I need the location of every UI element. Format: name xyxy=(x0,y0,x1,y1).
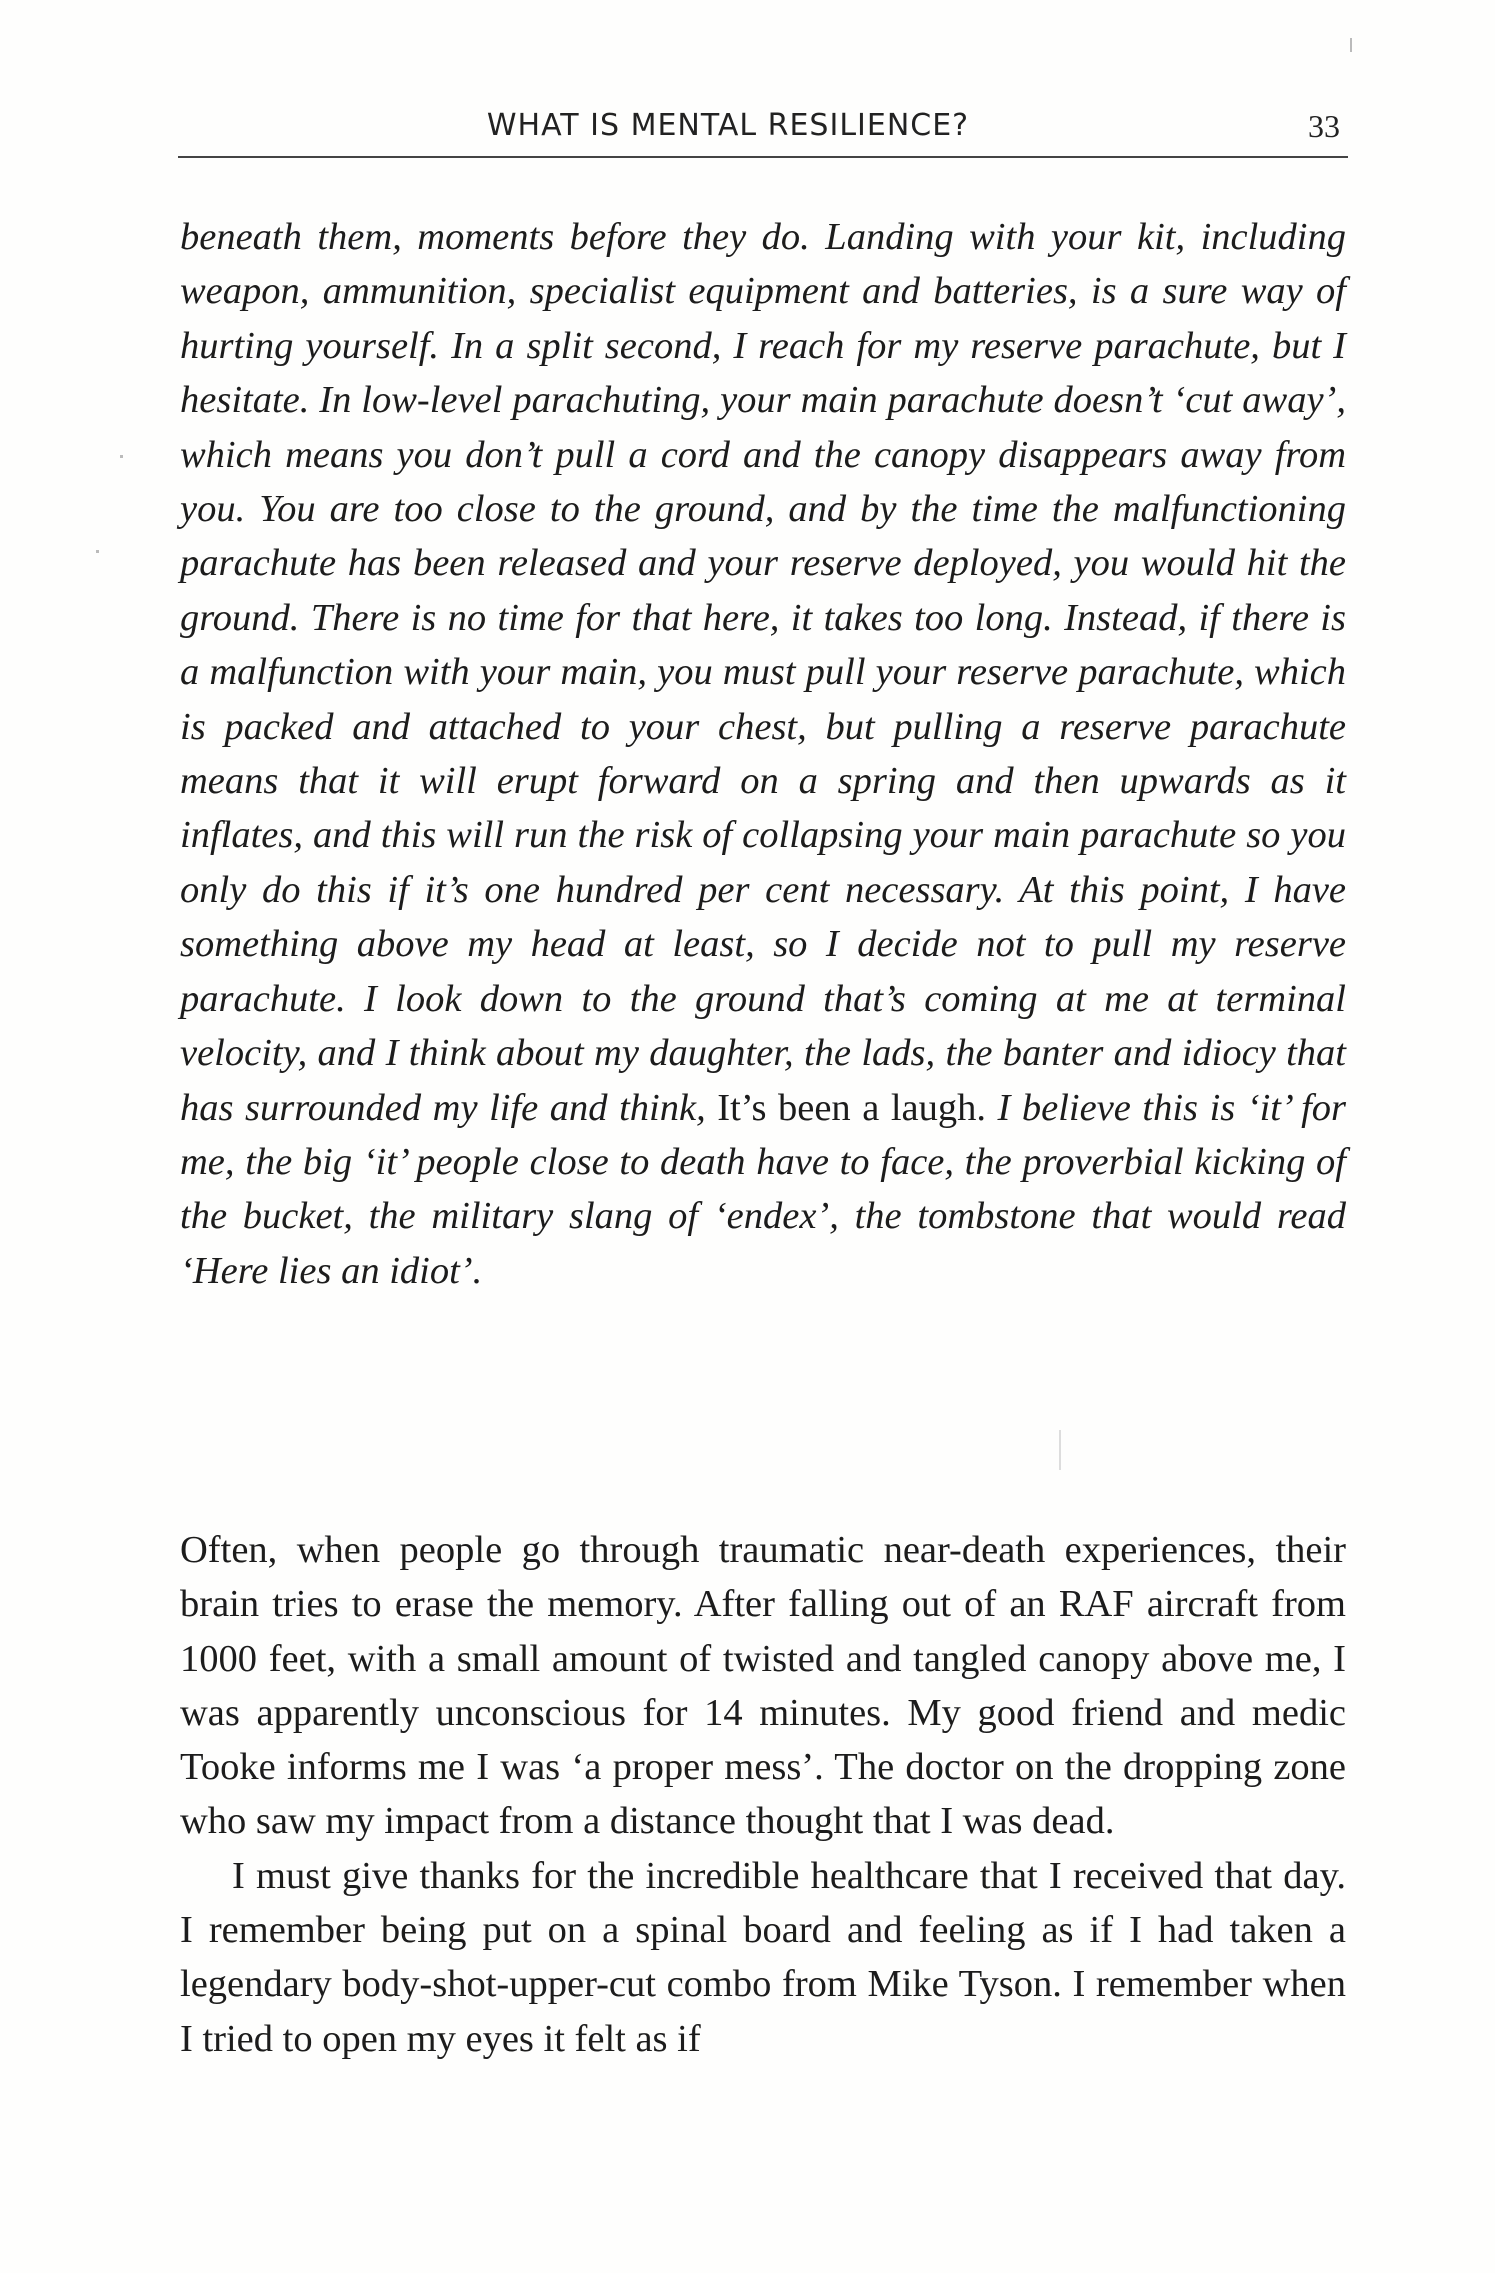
paragraph-2: I must give thanks for the incredible healthcare that I received that day. I remember being put on a spinal board and feeling as if I had taken a legendary body-shot-upper-cut combo from Mike Tyson. I remember when I tried to open my eyes it felt as if xyxy=(180,1854,1346,2060)
running-header xyxy=(178,104,1348,158)
running-title: WHAT IS MENTAL RESILIENCE? xyxy=(486,108,970,143)
italic-passage xyxy=(180,210,1346,1298)
italic-passage-part2: I believe this is ‘it’ for me, the big ‘it’ people close to death have to face, the proverbial kicking of the bucket, the military slang of ‘endex’, the tombstone that would read ‘Here lies an idiot’. xyxy=(180,1086,1347,1292)
scan-speck xyxy=(120,455,123,458)
paragraph-1: Often, when people go through traumatic near-death experiences, their brain tries to erase the memory. After falling out of an RAF aircraft from 1000 feet, with a small amount of twisted and tangled canopy above me, I was apparently unconscious for 14 minutes. My good friend and medic Tooke informs me I was ‘a proper mess’. The doctor on the dropping zone who saw my impact from a distance thought that I was dead. xyxy=(180,1529,1346,1843)
italic-passage-part1: beneath them, moments before they do. Landing with your kit, including weapon, ammunition, specialist equipment and batteries, is a sure way of hurting yourself. In a split second, I reach for my reserve parachute, but I hesitate. In low-level parachuting, your main parachute doesn’t ‘cut away’, which means you don’t pull a cord and the canopy disappears away from you. You are too close to the ground, and by the time the malfunctioning parachute has been released and your reserve deployed, you would hit the ground. There is no time for that here, it takes too long. Instead, if there is a malfunction with your main, you must pull your reserve parachute, which is packed and attached to your chest, but pulling a reserve parachute means that it will erupt forward on a spring and then upwards as it inflates, and this will run the risk of collapsing your main parachute so you only do this if it’s one hundred per cent necessary. At this point, I have something above my head at least, so I decide not to pull my reserve parachute. I look down to the ground that’s coming at me at terminal velocity, and I think about my daughter, the lads, the banter and idiocy that has surrounded my life and think, xyxy=(180,216,1346,1129)
scan-speck xyxy=(1059,1430,1061,1470)
page-number: 33 xyxy=(1308,108,1340,144)
scan-speck xyxy=(1350,38,1352,52)
italic-passage-upright-phrase: It’s been a laugh. xyxy=(717,1086,986,1129)
scan-speck xyxy=(96,550,99,553)
prose-section xyxy=(180,1523,1346,2066)
